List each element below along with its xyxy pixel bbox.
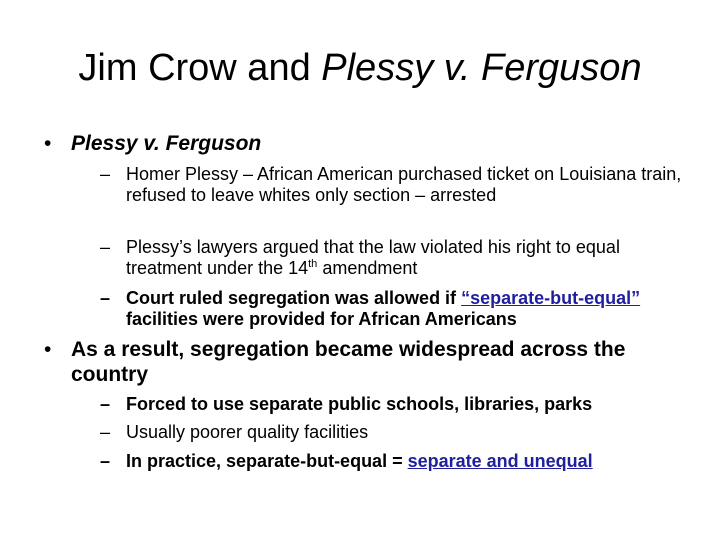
sub-bullet-text bbox=[126, 237, 691, 279]
bullet-marker: • bbox=[44, 338, 52, 361]
sub-bullet-text-b: facilities were provided for African Americans bbox=[126, 309, 517, 329]
sub-bullet-marker: – bbox=[100, 288, 111, 308]
sub-bullet-text-b: amendment bbox=[317, 258, 418, 278]
bullet-marker: • bbox=[44, 132, 52, 155]
title-case-name: Plessy v. Ferguson bbox=[321, 47, 642, 89]
separate-but-equal-link[interactable]: “separate-but-equal” bbox=[461, 288, 641, 308]
bullet-text: As a result, segregation became widespread across the country bbox=[71, 338, 626, 386]
title-text: Jim Crow and bbox=[78, 47, 322, 89]
sub-bullet-marker: – bbox=[100, 422, 111, 442]
sub-bullet-text bbox=[126, 288, 691, 330]
sub-bullet-marker: – bbox=[100, 451, 111, 471]
sub-bullet-marker: – bbox=[100, 164, 111, 184]
separate-and-unequal-link[interactable]: separate and unequal bbox=[407, 451, 593, 471]
sub-bullet-text bbox=[126, 451, 691, 472]
sub-bullet-text-a: Plessy’s lawyers argued that the law violated his right to equal treatment under the 14 bbox=[126, 237, 620, 278]
sub-bullet-text: Usually poorer quality facilities bbox=[126, 422, 369, 442]
sub-bullet-text-a: In practice, separate-but-equal = bbox=[126, 451, 408, 471]
superscript: th bbox=[308, 258, 318, 270]
bullet-text: Plessy v. Ferguson bbox=[71, 132, 262, 155]
sub-bullet-marker: – bbox=[100, 237, 111, 257]
slide-title bbox=[0, 44, 720, 92]
sub-bullet-text: Forced to use separate public schools, libraries, parks bbox=[126, 394, 593, 414]
sub-bullet-marker: – bbox=[100, 394, 111, 414]
sub-bullet-text-a: Court ruled segregation was allowed if bbox=[126, 288, 462, 308]
sub-bullet-text: Homer Plessy – African American purchased ticket on Louisiana train, refused to leave whites only section – arrested bbox=[126, 164, 682, 205]
